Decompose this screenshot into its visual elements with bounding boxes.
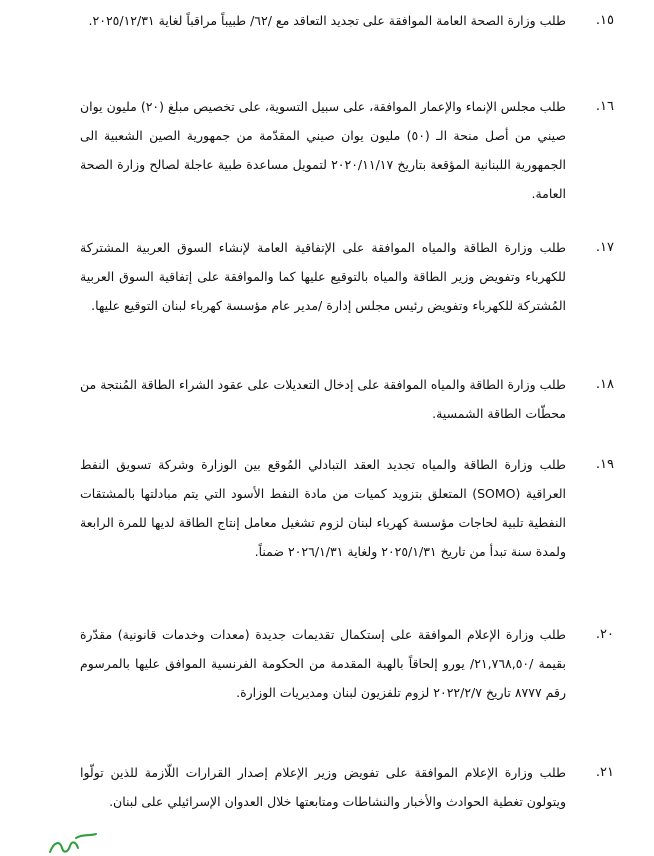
item-text: طلب وزارة الطاقة والمياه الموافقة على الإتفاقية العامة لإنشاء السوق العربية المشتركة للكهرباء وتفويض وزير الطاقة والمياه بالتوقيع عليها كما والموافقة على إتفاقية السوق العربية المُشتركة للكهرباء وتفويض رئيس مجلس إدارة /مدير عام مؤسسة كهرباء لبنان التوقيع عليها. xyxy=(80,240,566,313)
item-number: ٢٠. xyxy=(595,627,614,642)
item-number: ١٧. xyxy=(595,240,614,255)
item-text: طلب وزارة الطاقة والمياه الموافقة على إدخال التعديلات على عقود الشراء الطاقة المُنتجة من محطّات الطاقة الشمسية. xyxy=(80,377,566,421)
item-text: طلب وزارة الإعلام الموافقة على تفويض وزير الإعلام إصدار القرارات اللّازمة للذين تولّوا ويتولون تغطية الحوادث والأخبار والنشاطات ومتابعتها خلال العدوان الإسرائيلي على لبنان. xyxy=(80,765,566,809)
item-number: ١٨. xyxy=(595,377,614,392)
agenda-item-16 xyxy=(80,92,614,208)
item-number: ٢١. xyxy=(595,765,614,780)
agenda-item-18 xyxy=(80,370,614,428)
agenda-item-15 xyxy=(80,6,614,35)
item-text: طلب وزارة الصحة العامة الموافقة على تجديد التعاقد مع /٦٢/ طبيباً مراقباً لغاية ٢٠٢٥/١٢/٣١. xyxy=(88,13,566,28)
item-number: ١٥. xyxy=(595,13,614,28)
item-text: طلب وزارة الإعلام الموافقة على إستكمال تقديمات جديدة (معدات وخدمات قانونية) مقدّرة بقيمة /٢١,٧٦٨,٥٠/ يورو إلحاقاً بالهبة المقدمة من الحكومة الفرنسية الموافق عليها بالمرسوم رقم ٨٧٧٧ تاريخ ٢٠٢٢/٢/٧ لزوم تلفزيون لبنان ومديريات الوزارة. xyxy=(80,627,567,700)
agenda-item-17 xyxy=(80,233,614,320)
item-text: طلب مجلس الإنماء والإعمار الموافقة، على سبيل التسوية، على تخصيص مبلغ (٢٠) مليون يوان صيني من أصل منحة الـ (٥٠) مليون يوان صيني المقدّمة من جمهورية الصين الشعبية الى الجمهورية اللبنانية المؤقعة بتاريخ ٢٠٢٠/١١/١٧ لتمويل مساعدة طبية عاجلة لصالح وزارة الصحة العامة. xyxy=(80,99,567,201)
agenda-item-20 xyxy=(80,620,614,707)
agenda-item-21 xyxy=(80,758,614,816)
item-number: ١٩. xyxy=(595,457,614,472)
item-text: طلب وزارة الطاقة والمياه تجديد العقد التبادلي المُوقع بين الوزارة وشركة تسويق النفط العراقية (SOMO) المتعلق بتزويد كميات من مادة النفط الأسود التي يتم مبادلتها بالمشتقات النفطية تلبية لحاجات مؤسسة كهرباء لبنان لزوم تشغيل معامل إنتاج الطاقة لديها للمرة الرابعة ولمدة سنة تبدأ من تاريخ ٢٠٢٥/١/٣١ ولغاية ٢٠٢٦/١/٣١ ضمناً. xyxy=(80,457,567,559)
item-number: ١٦. xyxy=(595,99,614,114)
signature-mark xyxy=(46,832,100,856)
agenda-item-19 xyxy=(80,450,614,566)
